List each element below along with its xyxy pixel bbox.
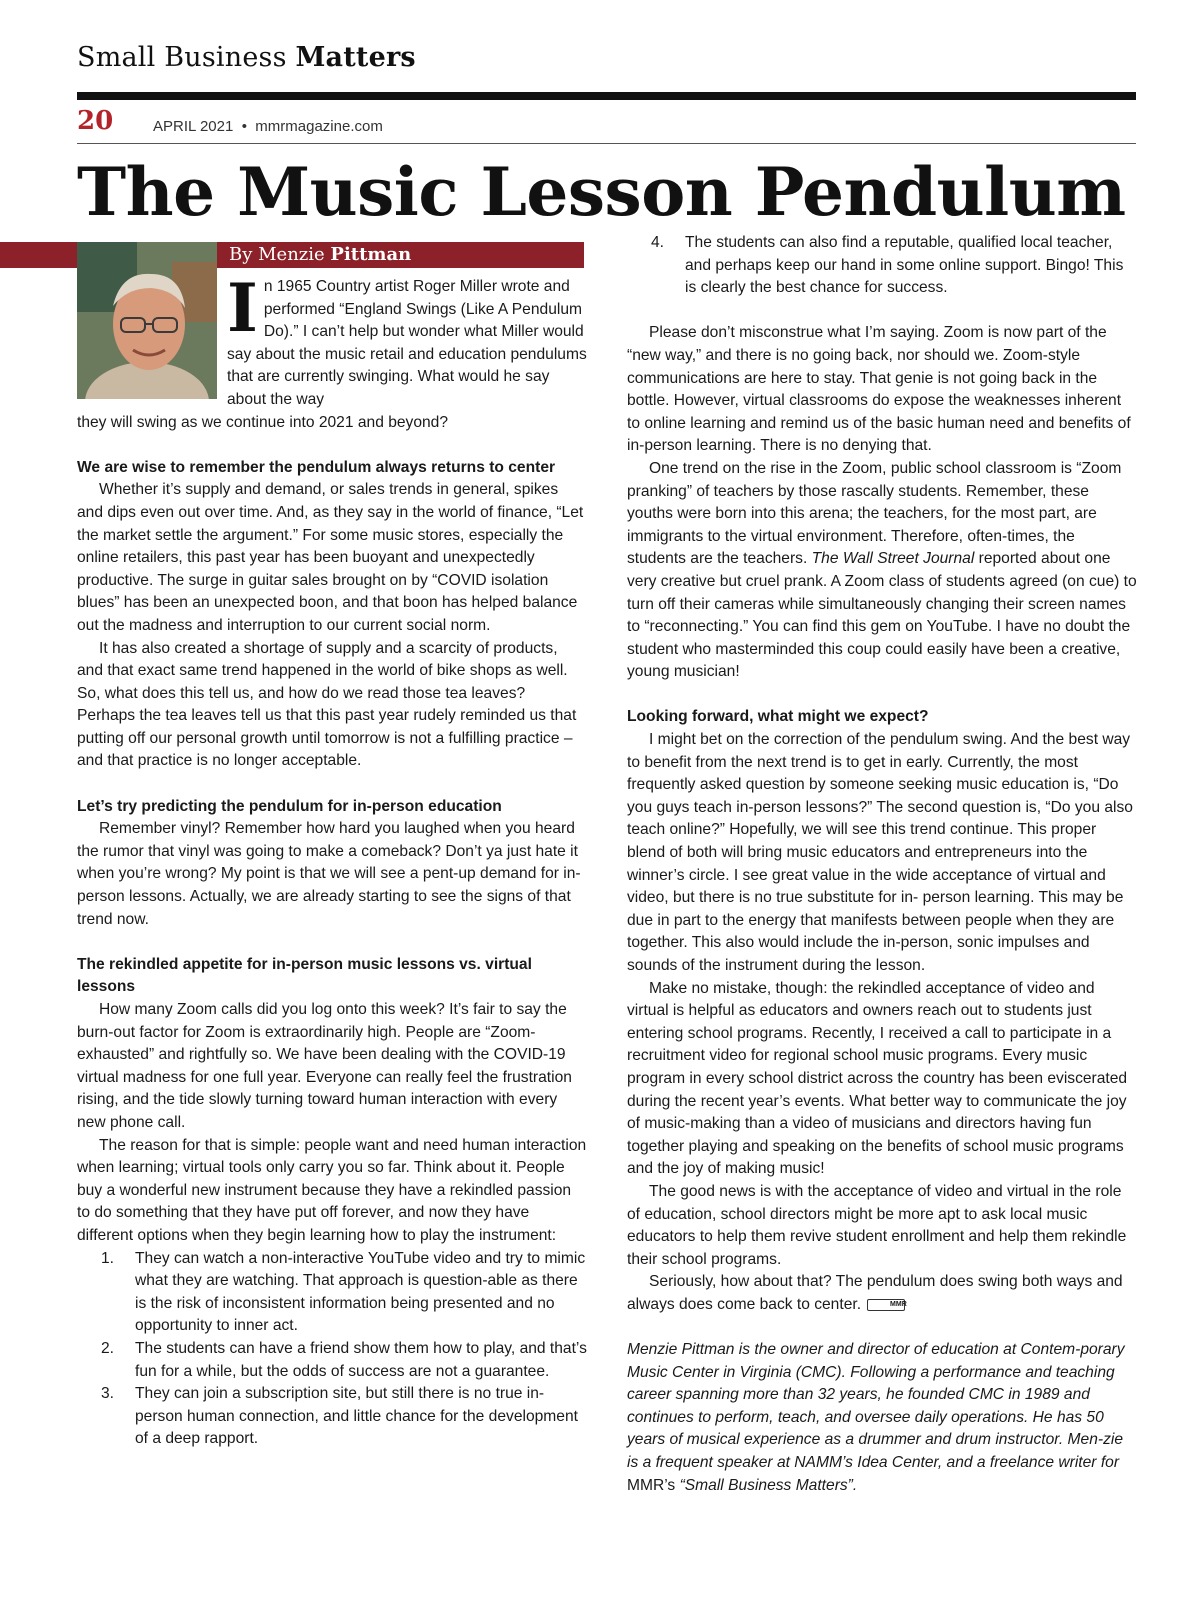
bio-mmr: MMR’s xyxy=(627,1476,676,1494)
site-url[interactable]: mmrmagazine.com xyxy=(255,118,383,135)
section-title-prefix: Small Business xyxy=(77,42,287,73)
paragraph: Remember vinyl? Remember how hard you laughed when you heard the rumor that vinyl was going to make a comeback? Don’t ya just hate it when you’re wrong? My point is that we will see a pent-up demand for in-person lessons. Actually, we are already starting to see the signs of that trend now. xyxy=(77,820,581,928)
issue-separator: • xyxy=(241,118,247,135)
list-item: 1. They can watch a non-interactive YouTube video and try to mimic what they are watching. That approach is question-able as there is the risk of inconsistent information being presented and no opportunity to inner act. xyxy=(101,1249,586,1335)
paragraph: I might bet on the correction of the pendulum swing. And the best way to benefit from the next trend is to get in early. Currently, the most frequently asked question by someone seeking music education is, “Do you guys teach in-person lessons?” The second question is, “Do you also teach online?” Hopefully, we will see this trend continue. This proper blend of both will bring music educators and entrepreneurs into the winner’s circle. I see great value in the wide acceptance of virtual and video, but there is no true substitute for in- person learning. This may be due in part to the energy that manifests between people when they are together. This also would include the in-person, sonic impulses and sounds of the instrument during the lesson. xyxy=(627,731,1133,974)
lede-text: n 1965 Country artist Roger Miller wrote and performed “England Swings (Like A Pendulum Do).” I can’t help but wonder what Miller would say about the music retail and education pendulums that are currently swinging. What would he say about the way xyxy=(227,278,587,408)
paragraph: Whether it’s supply and demand, or sales trends in general, spikes and dips even out over time. And, as they say in the world of finance, “Let the market settle the argument.” For some music stores, especially the online retailers, this past year has been buoyant and unexpectedly productive. The surge in guitar sales brought on by “COVID isolation blues” has been an unexpected boon, and that boon has helped balance out the madness and interruption to our current social norm. xyxy=(77,481,584,634)
byline-prefix: By Menzie xyxy=(229,244,325,265)
paragraph: The reason for that is simple: people want and need human interaction when learning; virtual tools only carry you so far. Think about it. People buy a wonderful new instrument because they have a rekindled passion to do something that they have put off forever, and now they have different options when they begin learning how to play the instrument: xyxy=(77,1136,587,1244)
header-thin-rule xyxy=(77,143,1136,144)
paragraph: The good news is with the acceptance of video and virtual in the role of education, school directors might be more apt to ask local music educators to help them revive student enrollment and help them rekindle their school programs. xyxy=(627,1182,1127,1268)
article-title: The Music Lesson Pendulum xyxy=(77,153,1126,231)
right-column xyxy=(627,232,1137,1497)
options-list-continued xyxy=(627,232,1137,300)
drop-cap: I xyxy=(227,269,258,347)
subhead-predicting-pendulum: Let’s try predicting the pendulum for in-person education xyxy=(77,797,502,815)
list-item: 2. The students can have a friend show them how to play, and that’s fun for a while, but the odds of success are not a guarantee. xyxy=(101,1339,587,1380)
issue-line xyxy=(153,118,383,135)
paragraph: One trend on the rise in the Zoom, public school classroom is “Zoom pranking” of teachers by those rascally students. Remember, these youths were born into this arena; the teachers, for the most part, are immigrants to the virtual environment. Therefore, often-times, the students are the teachers. The Wall Street Journal reported about one very creative but cruel prank. A Zoom class of students agreed (on cue) to turn off their cameras while simultaneously changing their screen names to “reconnecting.” You can find this gem on YouTube. I have no doubt the student who masterminded this coup could easily have been a creative, young musician! xyxy=(627,459,1137,681)
lede-continuation: they will swing as we continue into 2021 and beyond? xyxy=(77,413,449,431)
end-mark-icon: MMR xyxy=(867,1299,905,1311)
issue-date: APRIL 2021 xyxy=(153,118,234,135)
subhead-looking-forward: Looking forward, what might we expect? xyxy=(627,708,929,726)
page-number: 20 xyxy=(77,106,114,136)
options-list xyxy=(77,1248,587,1451)
paragraph: Make no mistake, though: the rekindled acceptance of video and virtual is helpful as educators and owners reach out to students just entering school programs. Recently, I received a call to participate in a recruitment video for regional school music programs. Every music program in every school district across the country has been eviscerated during the recent year’s events. What better way to communicate the joy of music-making than a video of musicians and directors having fun together playing and speaking on the benefits of school music programs and the joy of making music! xyxy=(627,979,1128,1178)
paragraph: Seriously, how about that? The pendulum does swing both ways and always does come back to center. MMR xyxy=(627,1273,1123,1313)
paragraph: It has also created a shortage of supply and a scarcity of products, and that exact same trend happened in the world of bike shops as well. So, what does this tell us, and how do we read those tea leaves? Perhaps the tea leaves tell us that this past year rudely reminded us that putting off our personal growth until tomorrow is not a fulfilling practice – and that practice is no longer acceptable. xyxy=(77,639,577,770)
publication-name: The Wall Street Journal xyxy=(811,550,975,568)
left-column xyxy=(77,269,587,1451)
author-bio: Menzie Pittman is the owner and director of education at Contem-porary Music Center in Virginia (CMC). Following a performance and teaching career spanning more than 32 years, he founded CMC in 1989 and continues to perform, teach, and oversee daily operations. He has 50 years of musical experience as a drummer and drum instructor. Men-zie is a frequent speaker at NAMM’s Idea Center, and a freelance writer for MMR’s “Small Business Matters”. xyxy=(627,1341,1125,1494)
list-item: 3. They can join a subscription site, but still there is no true in-person human connection, and little chance for the development of a deep rapport. xyxy=(101,1385,578,1448)
header-rule xyxy=(77,92,1136,100)
subhead-pendulum-returns: We are wise to remember the pendulum always returns to center xyxy=(77,458,556,476)
lede-paragraph xyxy=(77,269,587,434)
byline-name: Pittman xyxy=(330,244,412,265)
byline xyxy=(229,243,411,267)
paragraph: How many Zoom calls did you log onto this week? It’s fair to say the burn-out factor for Zoom is extraordinarily high. People are “Zoom-exhausted” and rightfully so. We have been dealing with the COVID-19 virtual madness for one full year. Everyone can really feel the frustration rising, and the tide slowly turning toward human interaction with every new phone call. xyxy=(77,1001,572,1131)
section-title xyxy=(77,42,416,73)
list-item: 4. The students can also find a reputable, qualified local teacher, and perhaps keep our hand in some online support. Bingo! This is clearly the best chance for success. xyxy=(651,234,1124,297)
section-title-bold: Matters xyxy=(295,42,416,73)
paragraph: Please don’t misconstrue what I’m saying. Zoom is now part of the “new way,” and there is no going back, nor should we. Zoom-style communications are here to stay. That genie is not going back in the bottle. However, virtual classrooms do expose the weaknesses inherent to online learning and remind us of the basic human need and benefits of in-person learning. There is no denying that. xyxy=(627,324,1131,455)
subhead-rekindled-appetite: The rekindled appetite for in-person music lessons vs. virtual lessons xyxy=(77,955,532,996)
